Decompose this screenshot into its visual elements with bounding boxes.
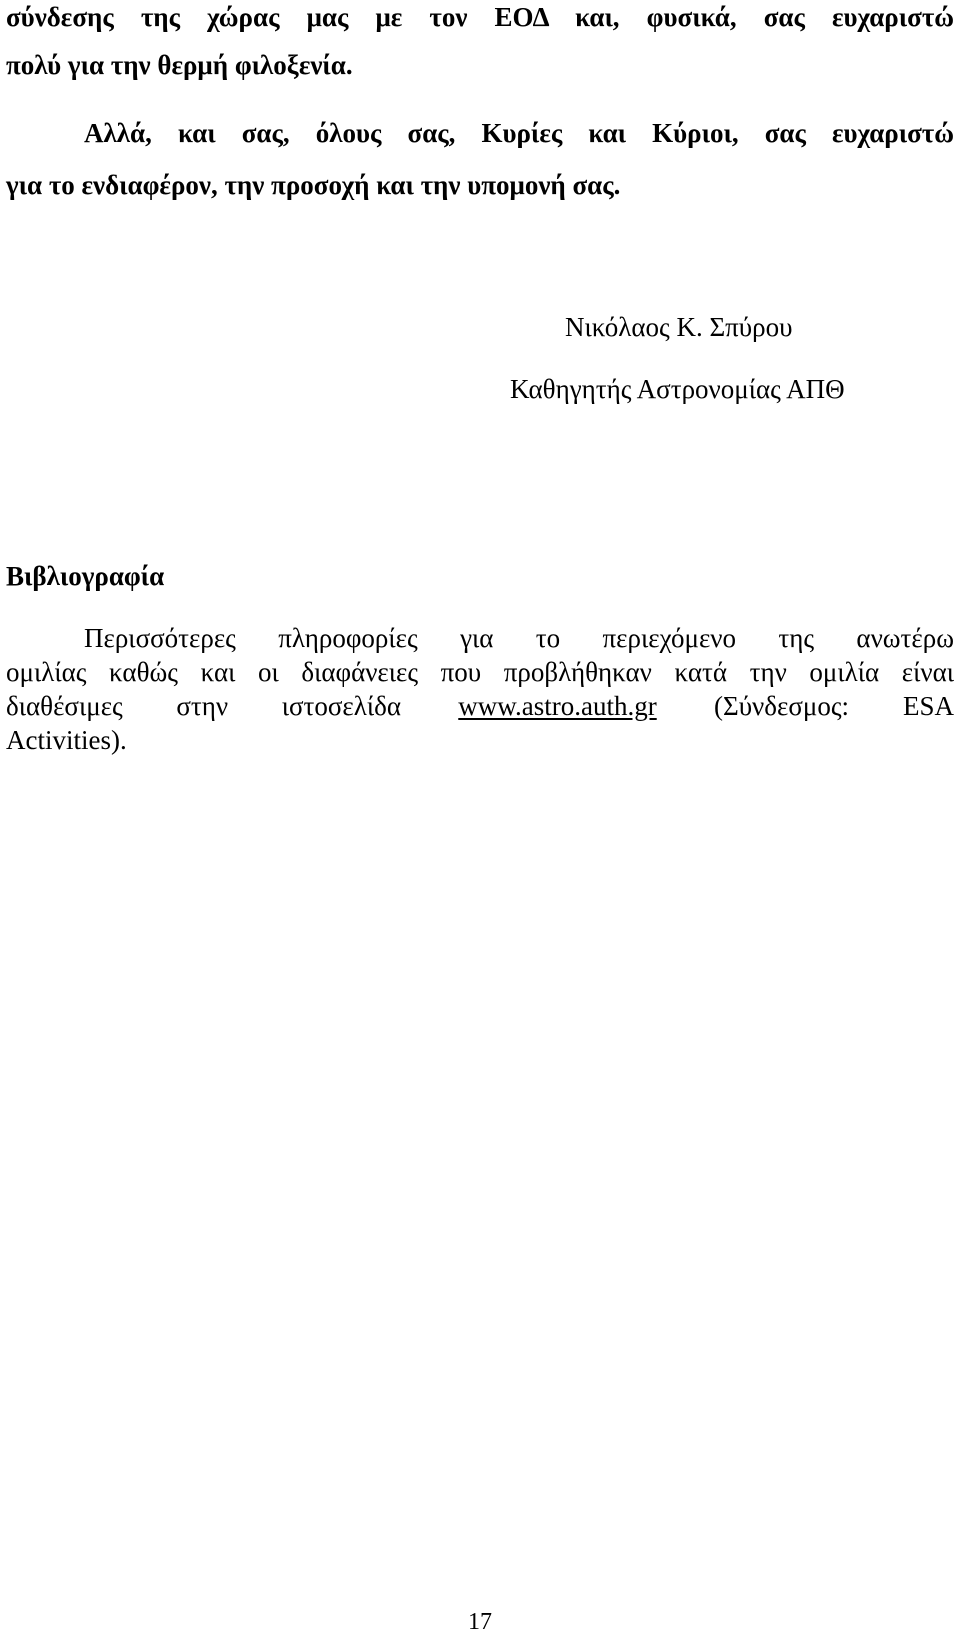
signature-title: Καθηγητής Αστρονομίας ΑΠΘ <box>510 374 845 404</box>
signature-name: Νικόλαος Κ. Σπύρου <box>565 312 793 342</box>
closing-line-1: σύνδεσης της χώρας μας με τον ΕΟΔ και, φυσικά, σας ευχαριστώ <box>6 2 954 32</box>
bibliography-line-3-prefix: διαθέσιμες στην ιστοσελίδα <box>6 691 401 721</box>
bibliography-line-2: ομιλίας καθώς και οι διαφάνειες που προβλήθηκαν κατά την ομιλία είναι <box>6 657 954 687</box>
bibliography-line-1: Περισσότερες πληροφορίες για το περιεχόμενο της ανωτέρω <box>84 623 954 653</box>
website-link[interactable]: www.astro.auth.gr <box>458 691 657 721</box>
page-number: 17 <box>468 1609 492 1635</box>
closing-line-2: πολύ για την θερμή φιλοξενία. <box>6 50 353 80</box>
bibliography-heading: Βιβλιογραφία <box>6 561 165 591</box>
closing-line-3: Αλλά, και σας, όλους σας, Κυρίες και Κύριοι, σας ευχαριστώ <box>84 118 954 148</box>
bibliography-line-3-suffix: (Σύνδεσμος: ESA <box>713 691 954 721</box>
closing-line-4: για το ενδιαφέρον, την προσοχή και την υπομονή σας. <box>6 170 621 200</box>
bibliography-line-3 <box>6 690 954 722</box>
bibliography-line-4: Activities). <box>6 725 127 755</box>
